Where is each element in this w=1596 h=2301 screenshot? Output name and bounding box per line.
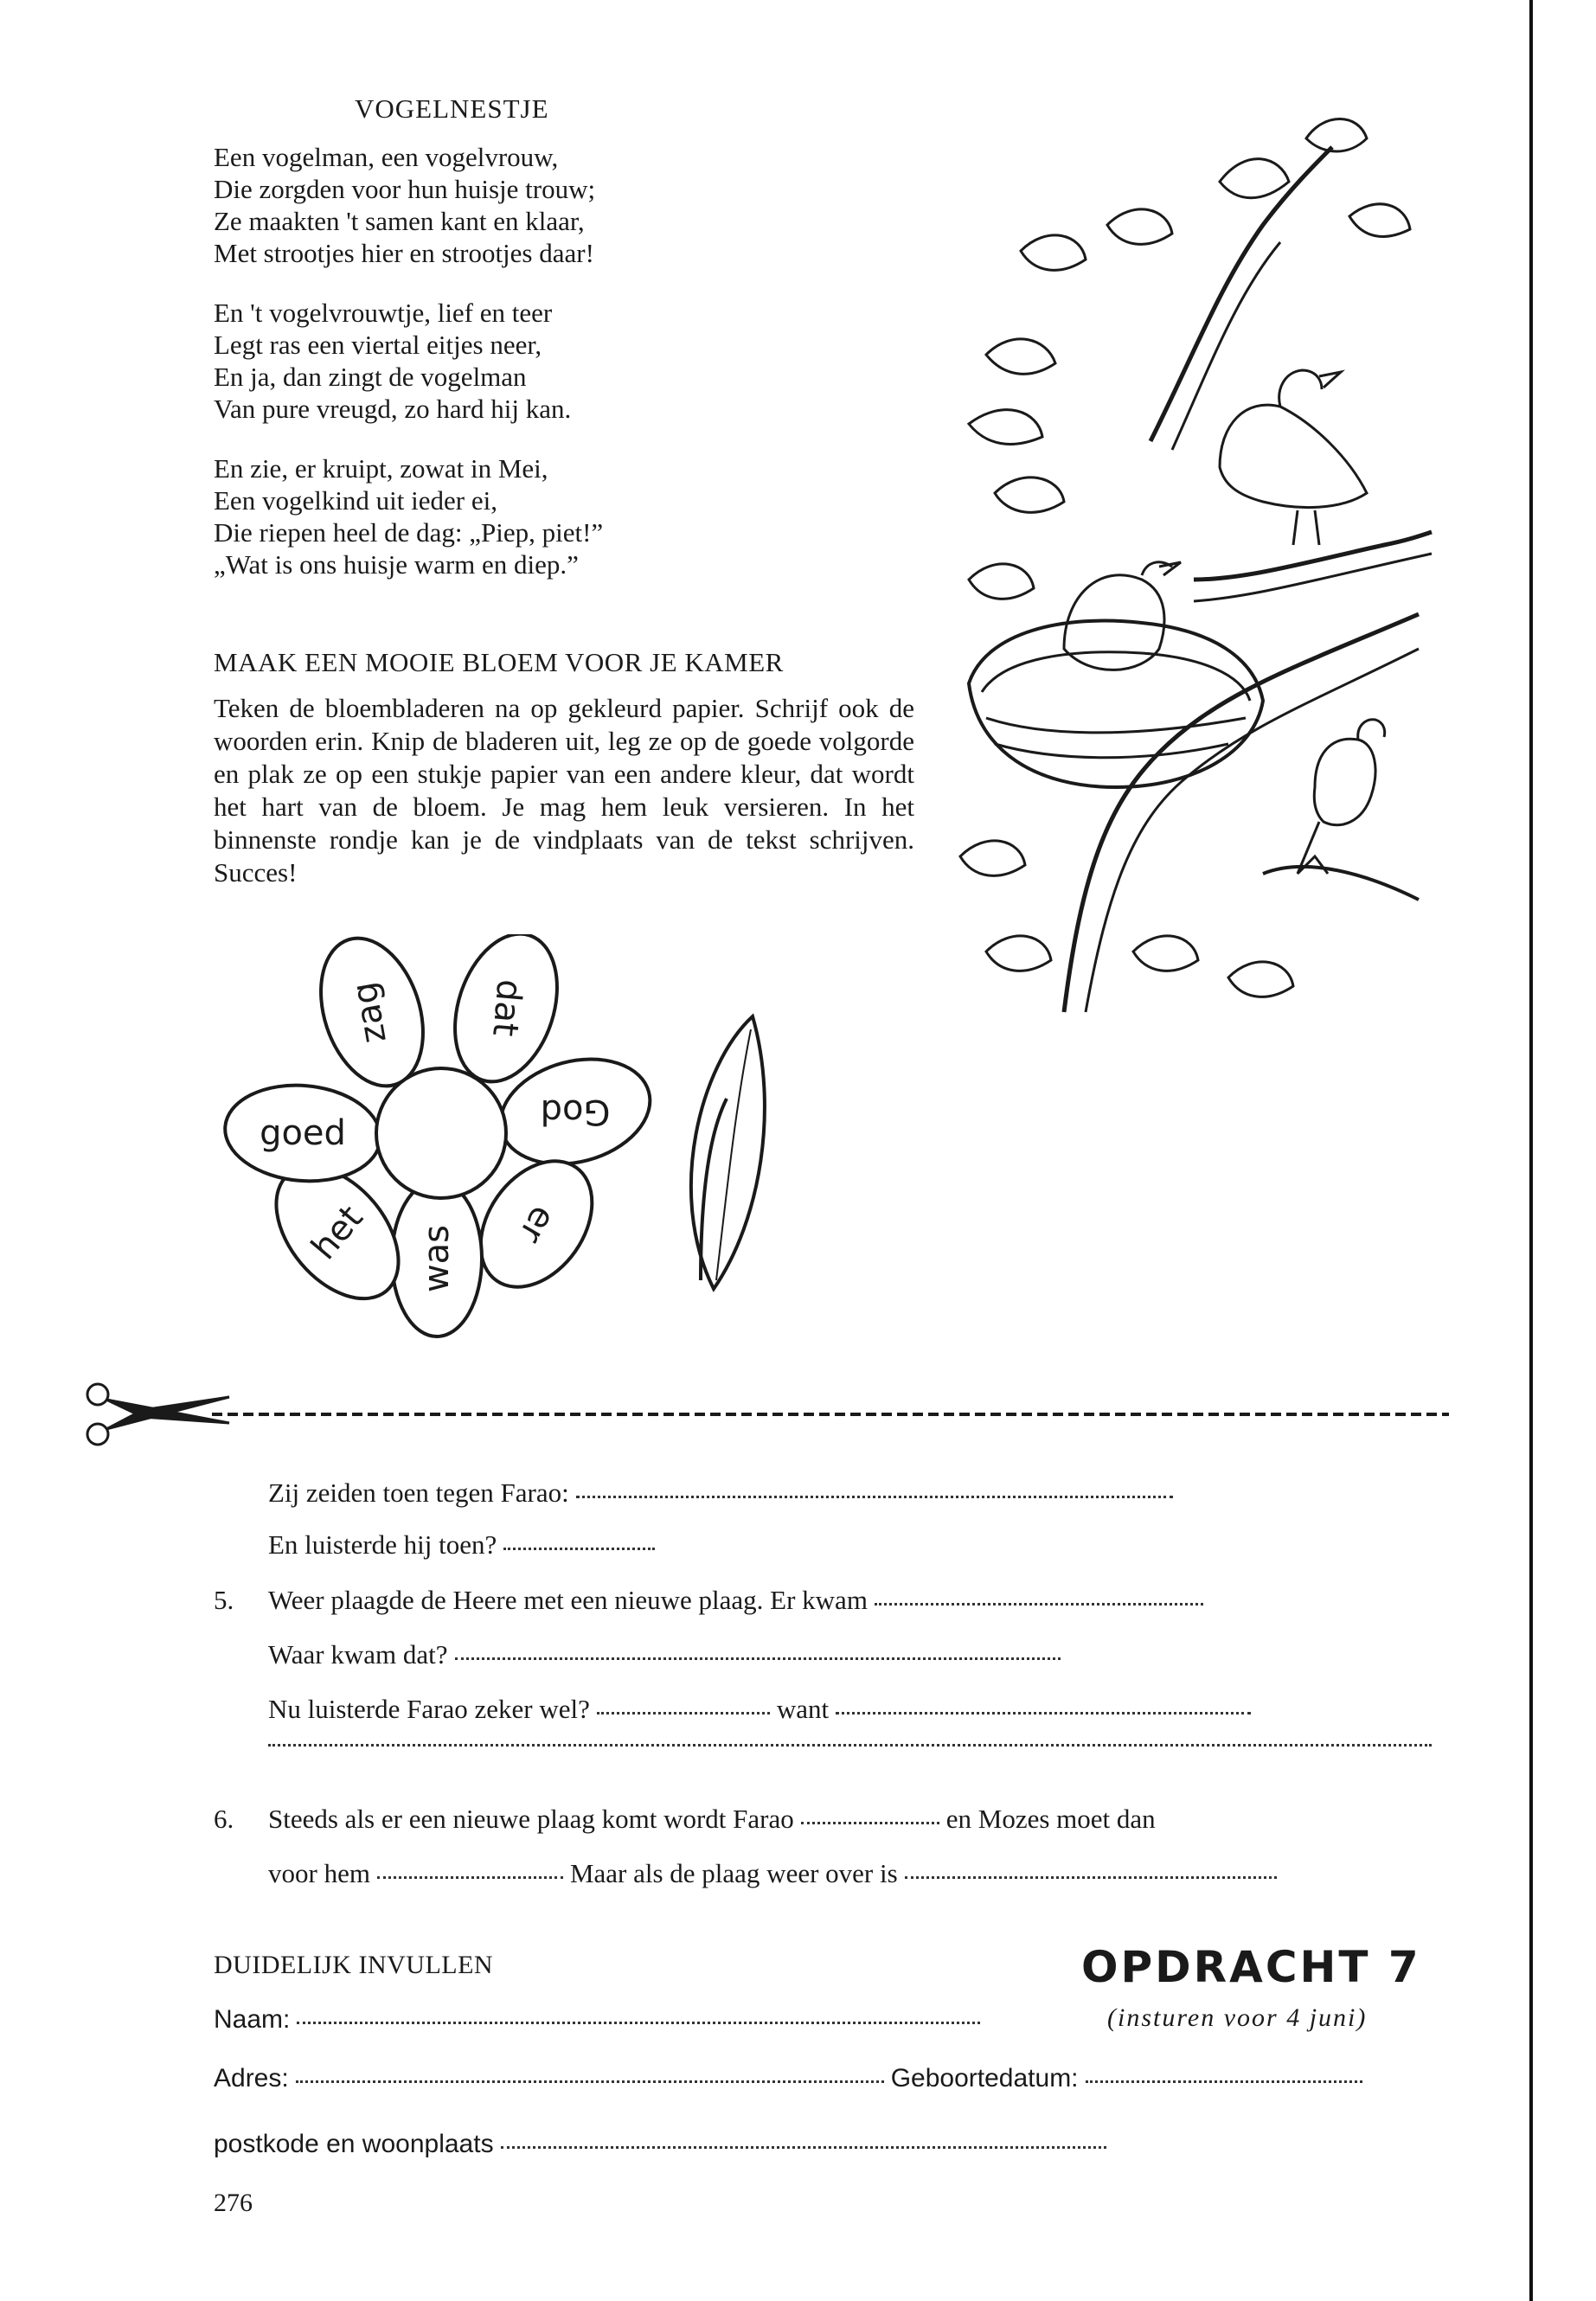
postcode-field[interactable]	[501, 2146, 1106, 2149]
answer-blank[interactable]	[576, 1496, 1173, 1498]
question-number: 5.	[214, 1585, 234, 1615]
petal-label: er	[510, 1199, 564, 1250]
cut-line	[82, 1375, 1449, 1453]
name-row	[214, 2005, 987, 2035]
address-row	[214, 2064, 1369, 2093]
answer-blank[interactable]	[503, 1548, 655, 1550]
question-5-line-1	[268, 1585, 1210, 1616]
question-number: 6.	[214, 1804, 234, 1834]
page-number: 276	[214, 2189, 253, 2217]
address-label: Adres:	[214, 2064, 289, 2093]
poem-line: Een vogelkind uit ieder ei,	[214, 485, 497, 516]
poem-line: Die zorgden voor hun huisje trouw;	[214, 174, 596, 204]
scissors-icon	[87, 1384, 229, 1445]
question-text: En luisterde hij toen?	[268, 1529, 497, 1560]
craft-instructions: Teken de bloembladeren na op gekleurd papier. Schrijf ook de woorden erin. Knip de bladeren uit, leg ze op de goede volgorde en plak ze op een stukje papier van een andere kleur, dat wordt het hart van de bloem. Je mag hem leuk versieren. In het binnenste rondje kan je de vindplaats van de tekst schrijven. Succes!	[214, 693, 914, 888]
poem-stanza-3	[214, 452, 603, 580]
postcode-label: postkode en woonplaats	[214, 2130, 494, 2158]
question-6-line-2	[268, 1858, 1284, 1889]
question-4-line-2	[268, 1529, 662, 1561]
answer-blank[interactable]	[455, 1657, 1061, 1660]
postcode-row	[214, 2130, 1113, 2159]
address-field[interactable]	[296, 2080, 884, 2083]
poem-line: Legt ras een viertal eitjes neer,	[214, 330, 542, 360]
birthdate-field[interactable]	[1086, 2080, 1362, 2083]
answer-blank[interactable]	[597, 1712, 770, 1715]
question-6-line-1	[268, 1804, 1156, 1835]
poem-line: Met strootjes hier en strootjes daar!	[214, 238, 594, 268]
poem-line: „Wat is ons huisje warm en diep.”	[214, 549, 579, 580]
page-edge-border	[1529, 0, 1533, 2301]
answer-blank[interactable]	[377, 1876, 563, 1879]
question-text: en Mozes moet dan	[945, 1804, 1156, 1834]
poem-stanza-2	[214, 297, 571, 425]
craft-title: MAAK EEN MOOIE BLOEM VOOR JE KAMER	[214, 647, 784, 677]
poem-title: VOGELNESTJE	[355, 93, 549, 124]
answer-blank[interactable]	[268, 1744, 1432, 1747]
petal-label: was	[417, 1224, 457, 1293]
question-text: Zij zeiden toen tegen Farao:	[268, 1477, 569, 1508]
poem-stanza-1	[214, 141, 595, 269]
form-heading: DUIDELIJK INVULLEN	[214, 1951, 494, 1979]
poem-line: Een vogelman, een vogelvrouw,	[214, 142, 559, 172]
question-text: want	[776, 1694, 830, 1724]
poem-line: Van pure vreugd, zo hard hij kan.	[214, 394, 572, 424]
question-text: Weer plaagde de Heere met een nieuwe plaag. Er kwam	[268, 1585, 868, 1615]
petal-label: goed	[260, 1113, 346, 1153]
question-text: Maar als de plaag weer over is	[569, 1858, 898, 1888]
poem-line: En zie, er kruipt, zowat in Mei,	[214, 453, 548, 484]
question-5-line-4	[268, 1747, 1439, 1750]
birthdate-label: Geboortedatum:	[890, 2064, 1079, 2093]
question-5-line-3	[268, 1694, 1258, 1725]
question-text: Steeds als er een nieuwe plaag komt wordt Farao	[268, 1804, 794, 1834]
answer-blank[interactable]	[836, 1712, 1251, 1715]
answer-blank[interactable]	[801, 1822, 939, 1824]
name-label: Naam:	[214, 2005, 291, 2034]
petal-label: dat	[484, 977, 529, 1038]
petal-label: God	[540, 1092, 611, 1131]
poem-line: Ze maakten 't samen kant en klaar,	[214, 206, 585, 236]
question-text: voor hem	[268, 1858, 370, 1888]
question-4-line-1	[268, 1477, 1180, 1509]
birds-nest-illustration	[934, 95, 1436, 1029]
petal-label: zag	[344, 978, 394, 1047]
petal-label: het	[304, 1198, 371, 1267]
name-field[interactable]	[297, 2022, 980, 2024]
flower-stem	[701, 1099, 727, 1280]
deadline-note: (insturen voor 4 juni)	[1107, 2003, 1368, 2032]
question-text: Waar kwam dat?	[268, 1639, 448, 1670]
flower-center	[376, 1068, 506, 1198]
answer-blank[interactable]	[905, 1876, 1277, 1879]
flower-illustration	[216, 934, 787, 1367]
poem-line: En ja, dan zingt de vogelman	[214, 362, 527, 392]
question-text: Nu luisterde Farao zeker wel?	[268, 1694, 590, 1724]
answer-blank[interactable]	[875, 1603, 1203, 1606]
assignment-title: OPDRACHT 7	[1081, 1942, 1421, 1992]
question-5-line-2	[268, 1639, 1067, 1670]
poem-line: Die riepen heel de dag: „Piep, piet!”	[214, 517, 604, 548]
poem-line: En 't vogelvrouwtje, lief en teer	[214, 298, 553, 328]
